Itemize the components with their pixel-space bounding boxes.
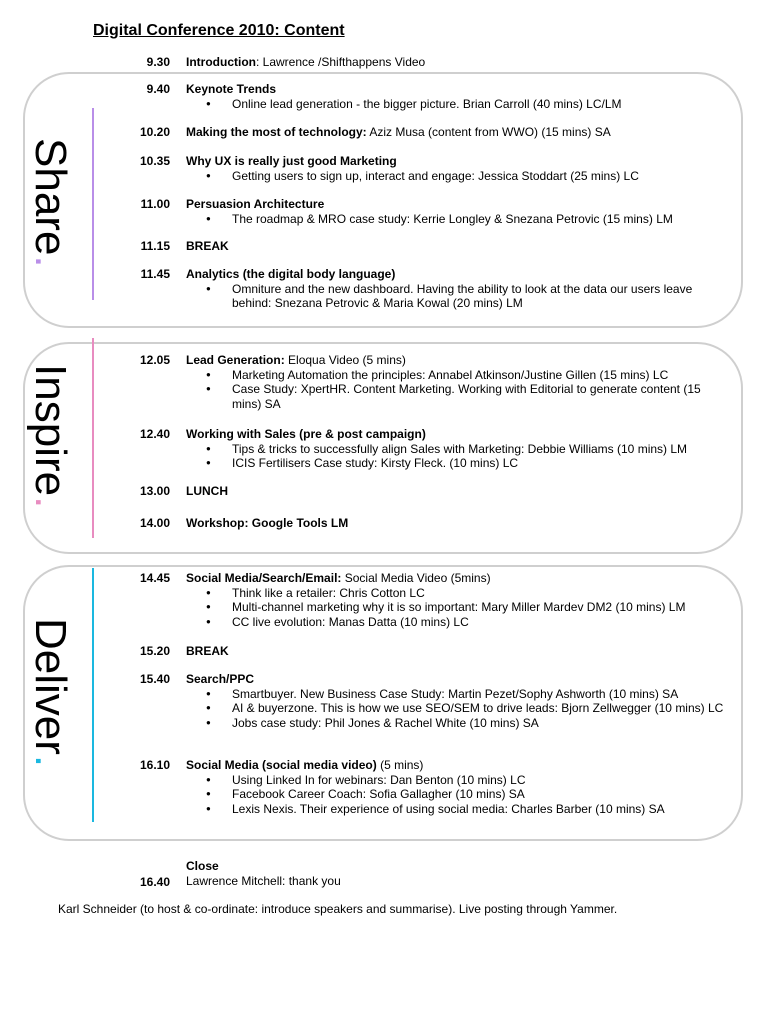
schedule-time: 13.00 <box>139 484 170 498</box>
schedule-heading-bold: Making the most of technology: <box>186 125 367 139</box>
schedule-heading <box>186 484 731 499</box>
schedule-heading <box>186 125 731 140</box>
schedule-content <box>186 353 731 411</box>
schedule-bullet: ● The roadmap & MRO case study: Kerrie Longley & Snezana Petrovic (15 mins) LM <box>186 212 731 227</box>
share-dot: . <box>26 255 75 268</box>
share-divider-line <box>92 108 94 300</box>
schedule-heading <box>186 82 731 97</box>
schedule-heading-rest: : Lawrence /Shifthappens Video <box>255 55 426 69</box>
schedule-heading <box>186 427 731 442</box>
schedule-heading-bold: BREAK <box>186 644 229 658</box>
schedule-heading-bold: Keynote Trends <box>186 82 277 96</box>
schedule-content <box>186 267 731 311</box>
schedule-bullet: ● Getting users to sign up, interact and engage: Jessica Stoddart (25 mins) LC <box>186 169 731 184</box>
schedule-time: 11.45 <box>140 267 170 281</box>
schedule-time: 12.40 <box>139 427 170 441</box>
schedule-heading-rest: Aziz Musa (content from WWO) (15 mins) SA <box>366 125 611 139</box>
schedule-bullet: ● AI & buyerzone. This is how we use SEO/SEM to drive leads: Bjorn Zellwegger (10 mins) LC <box>186 701 731 716</box>
schedule-time: 11.00 <box>140 197 170 211</box>
schedule-content <box>186 644 731 659</box>
schedule-bullet: ● ICIS Fertilisers Case study: Kirsty Fleck. (10 mins) LC <box>186 456 731 471</box>
schedule-time: 16.10 <box>139 758 170 772</box>
close-time: 16.40 <box>139 875 170 889</box>
schedule-heading-bold: Persuasion Architecture <box>186 197 325 211</box>
schedule-heading-bold: Social Media/Search/Email: <box>186 571 342 585</box>
schedule-heading-bold: BREAK <box>186 239 229 253</box>
schedule-bullet: ● CC live evolution: Manas Datta (10 mins) LC <box>186 615 731 630</box>
schedule-heading-bold: Search/PPC <box>186 672 255 686</box>
inspire-dot: . <box>26 496 75 509</box>
schedule-heading <box>186 644 731 659</box>
schedule-time: 14.45 <box>139 571 170 585</box>
schedule-bullet-list <box>186 97 731 112</box>
schedule-bullet: ● Marketing Automation the principles: Annabel Atkinson/Justine Gillen (15 mins) LC <box>186 368 731 383</box>
schedule-content <box>186 82 731 111</box>
schedule-bullet: ● Smartbuyer. New Business Case Study: Martin Pezet/Sophy Ashworth (10 mins) SA <box>186 687 731 702</box>
schedule-bullet-list <box>186 773 731 817</box>
schedule-heading <box>186 516 731 531</box>
schedule-bullet-list <box>186 282 731 311</box>
schedule-bullet: ● Jobs case study: Phil Jones & Rachel White (10 mins) SA <box>186 716 731 731</box>
schedule-bullet-list <box>186 368 731 412</box>
page-title: Digital Conference 2010: Content <box>93 22 345 39</box>
schedule-time: 15.20 <box>139 644 170 658</box>
share-section-label: Share. <box>26 138 75 268</box>
deliver-divider-line <box>92 568 94 822</box>
schedule-heading <box>186 55 731 70</box>
schedule-heading-bold: Working with Sales (pre & post campaign) <box>186 427 426 441</box>
schedule-content <box>186 758 731 816</box>
schedule-bullet-list <box>186 212 731 227</box>
schedule-content <box>186 484 731 499</box>
schedule-heading-bold: Analytics (the digital body language) <box>186 267 396 281</box>
close-line: Lawrence Mitchell: thank you <box>186 874 341 888</box>
schedule-content <box>186 427 731 471</box>
schedule-heading-rest: Social Media Video (5mins) <box>341 571 491 585</box>
schedule-bullet: ● Think like a retailer: Chris Cotton LC <box>186 586 731 601</box>
schedule-content <box>186 571 731 629</box>
schedule-content <box>186 55 731 70</box>
schedule-bullet: ● Online lead generation - the bigger picture. Brian Carroll (40 mins) LC/LM <box>186 97 731 112</box>
schedule-heading-bold: Workshop: Google Tools LM <box>186 516 349 530</box>
schedule-heading <box>186 758 731 773</box>
schedule-time: 12.05 <box>139 353 170 367</box>
schedule-bullet: ● Facebook Career Coach: Sofia Gallagher (10 mins) SA <box>186 787 731 802</box>
schedule-heading <box>186 672 731 687</box>
schedule-heading-bold: Lead Generation: <box>186 353 285 367</box>
schedule-heading-bold: Why UX is really just good Marketing <box>186 154 397 168</box>
schedule-time: 10.35 <box>139 154 170 168</box>
schedule-heading <box>186 197 731 212</box>
deliver-section-label: Deliver. <box>26 618 75 768</box>
schedule-time: 9.40 <box>146 82 170 96</box>
schedule-bullet: ● Tips & tricks to successfully align Sales with Marketing: Debbie Williams (10 mins) LM <box>186 442 731 457</box>
schedule-time: 14.00 <box>139 516 170 530</box>
close-heading: Close <box>186 859 219 873</box>
schedule-bullet-list <box>186 442 731 471</box>
schedule-time: 9.30 <box>146 55 170 69</box>
schedule-bullet: ● Case Study: XpertHR. Content Marketing. Working with Editorial to generate content (15 mins) SA <box>186 382 731 411</box>
schedule-time: 15.40 <box>139 672 170 686</box>
inspire-section-label: Inspire. <box>26 364 75 509</box>
footer-note: Karl Schneider (to host & co-ordinate: introduce speakers and summarise). Live posting through Yammer. <box>58 902 618 916</box>
deliver-dot: . <box>26 754 75 768</box>
schedule-content <box>186 516 731 531</box>
schedule-heading-bold: LUNCH <box>186 484 228 498</box>
schedule-heading <box>186 353 731 368</box>
schedule-time: 11.15 <box>140 239 170 253</box>
schedule-bullet-list <box>186 687 731 731</box>
schedule-heading-rest: Eloqua Video (5 mins) <box>284 353 406 367</box>
schedule-heading <box>186 239 731 254</box>
schedule-content <box>186 154 731 183</box>
schedule-bullet: ● Using Linked In for webinars: Dan Benton (10 mins) LC <box>186 773 731 788</box>
schedule-heading <box>186 154 731 169</box>
schedule-bullet-list <box>186 586 731 630</box>
schedule-content <box>186 125 731 140</box>
schedule-heading-bold: Social Media (social media video) <box>186 758 377 772</box>
schedule-time: 10.20 <box>139 125 170 139</box>
schedule-content <box>186 239 731 254</box>
schedule-bullet: ● Omniture and the new dashboard. Having the ability to look at the data our users leave behind: Snezana Petrovic & Maria Kowal (20 mins) LM <box>186 282 731 311</box>
schedule-content <box>186 197 731 226</box>
schedule-bullet: ● Multi-channel marketing why it is so important: Mary Miller Mardev DM2 (10 mins) LM <box>186 600 731 615</box>
schedule-content <box>186 672 731 730</box>
schedule-heading <box>186 571 731 586</box>
schedule-heading-bold: Introduction <box>186 55 256 69</box>
schedule-heading-rest: (5 mins) <box>376 758 424 772</box>
schedule-bullet-list <box>186 169 731 184</box>
schedule-bullet: ● Lexis Nexis. Their experience of using social media: Charles Barber (10 mins) SA <box>186 802 731 817</box>
schedule-heading <box>186 267 731 282</box>
inspire-divider-line <box>92 338 94 538</box>
